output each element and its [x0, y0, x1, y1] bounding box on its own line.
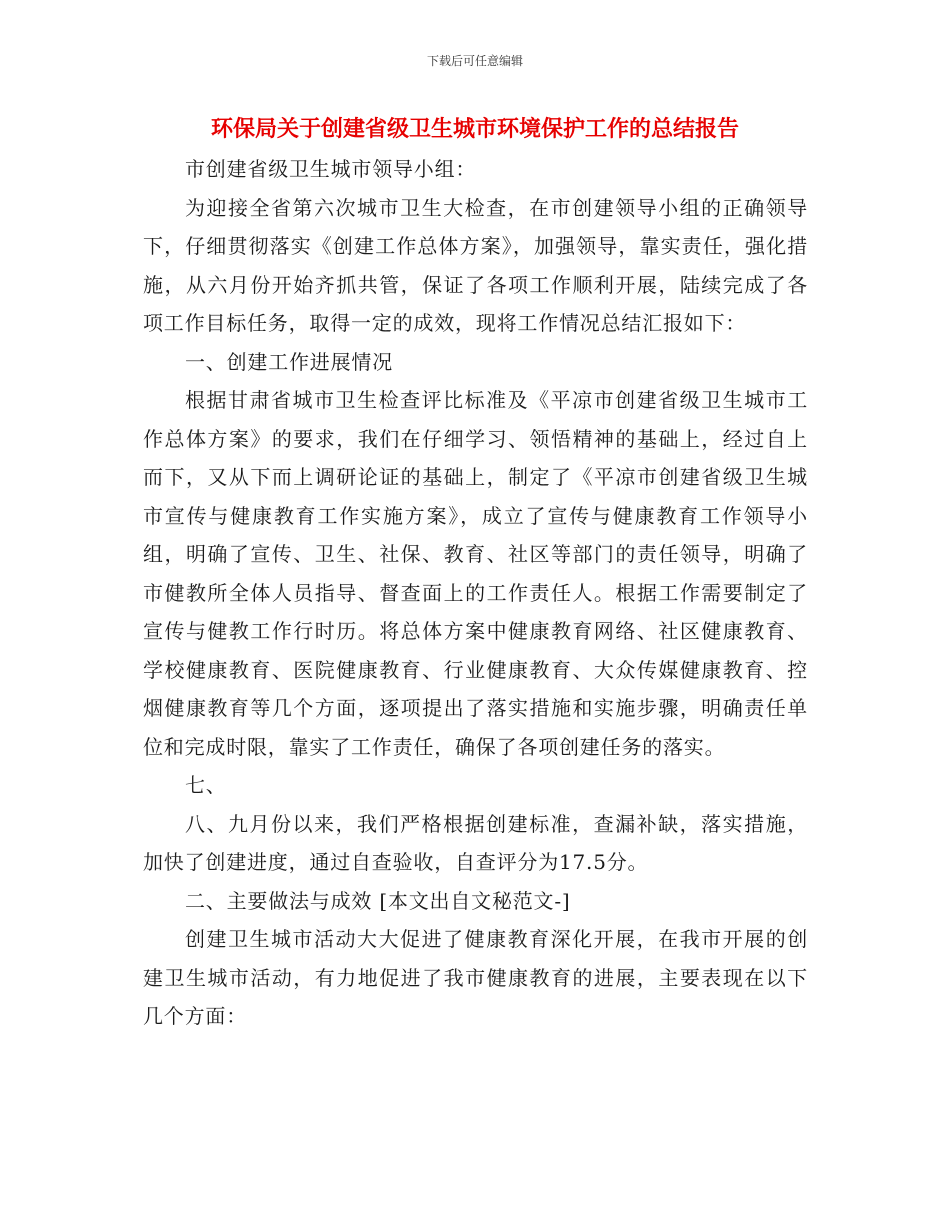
header-note: 下载后可任意编辑 — [426, 54, 523, 68]
paragraph-salutation: 市创建省级卫生城市领导小组： — [185, 157, 477, 181]
paragraph-seven: 七、 — [185, 773, 227, 797]
paragraph-progress: 根据甘肃省城市卫生检查评比标准及《平凉市创建省级卫生城市工作总体方案》的要求，我们在仔细学习、领悟精神的基础上，经过自上而下，又从下而上调研论证的基础上，制定了《平凉市创建省级卫生城市宣传与健康教育工作实施方案》，成立了宣传与健康教育工作领导小组，明确了宣传、卫生、社保、教育、社区等部门的责任领导，明确了市健教所全体人员指导、督查面上的工作责任人。根据工作需要制定了宣传与健教工作行时历。将总体方案中健康教育网络、社区健康教育、学校健康教育、医院健康教育、行业健康教育、大众传媒健康教育、控烟健康教育等几个方面，逐项提出了落实措施和实施步骤，明确责任单位和完成时限，靠实了工作责任，确保了各项创建任务的落实。 — [143, 388, 808, 759]
paragraph-eight: 八、九月份以来，我们严格根据创建标准，查漏补缺，落实措施，加快了创建进度，通过自查验收，自查评分为17.5分。 — [143, 811, 808, 874]
document-body — [143, 150, 808, 1036]
section-heading-progress: 一、创建工作进展情况 — [185, 349, 393, 374]
section-heading-methods: 二、主要做法与成效 [本文出自文秘范文-] — [185, 888, 571, 913]
paragraph-intro: 为迎接全省第六次城市卫生大检查，在市创建领导小组的正确领导下，仔细贯彻落实《创建工作总体方案》，加强领导，靠实责任，强化措施，从六月份开始齐抓共管，保证了各项工作顺利开展，陆续完成了各项工作目标任务，取得一定的成效，现将工作情况总结汇报如下： — [143, 195, 808, 335]
document-title: 环保局关于创建省级卫生城市环境保护工作的总结报告 — [210, 117, 739, 142]
paragraph-methods: 创建卫生城市活动大大促进了健康教育深化开展，在我市开展的创建卫生城市活动，有力地促进了我市健康教育的进展，主要表现在以下几个方面： — [143, 927, 808, 1028]
